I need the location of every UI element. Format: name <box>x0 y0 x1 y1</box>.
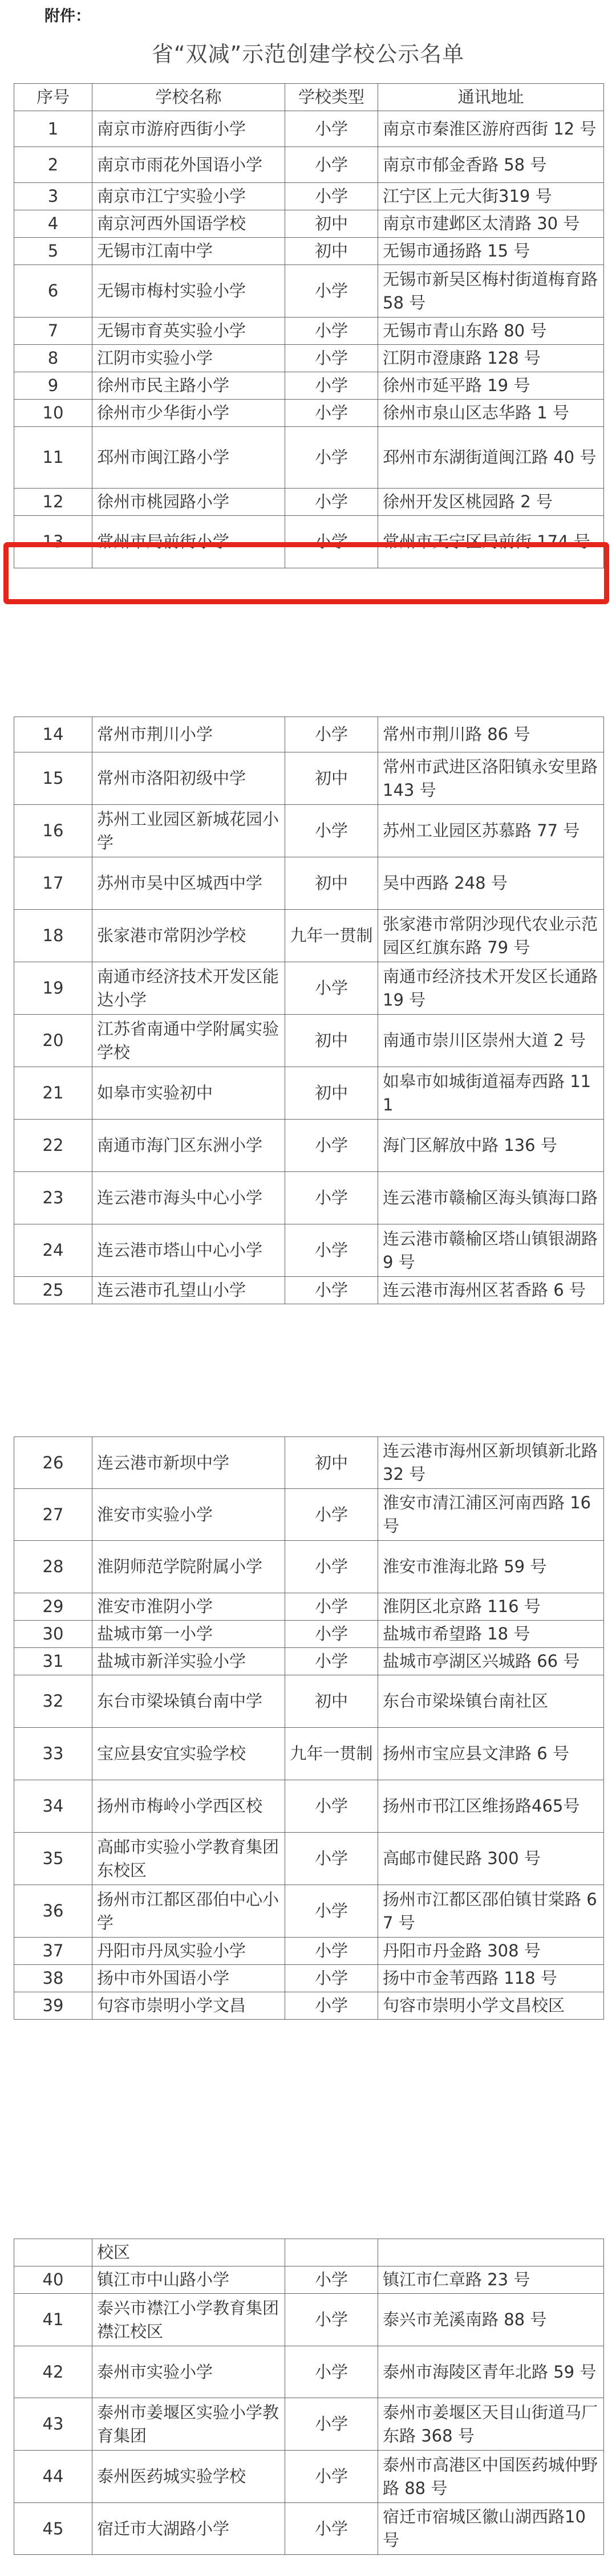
row-address: 丹阳市丹金路 308 号 <box>378 1938 604 1965</box>
row-address: 徐州开发区桃园路 2 号 <box>378 489 604 516</box>
row-address: 徐州市延平路 19 号 <box>378 372 604 400</box>
row-school-type: 小学 <box>285 345 378 372</box>
table-row <box>14 717 604 752</box>
table-row <box>14 752 604 805</box>
row-school-name: 校区 <box>92 2239 285 2266</box>
row-school-type: 小学 <box>285 2398 378 2451</box>
table-row <box>14 1675 604 1728</box>
row-school-name: 邳州市闽江路小学 <box>92 427 285 489</box>
table-row <box>14 489 604 516</box>
row-no: 18 <box>14 910 92 962</box>
row-school-name: 江阴市实验小学 <box>92 345 285 372</box>
school-table-page-4 <box>14 2239 604 2555</box>
row-school-type: 初中 <box>285 238 378 265</box>
row-no: 13 <box>14 516 92 568</box>
table-row <box>14 318 604 345</box>
row-address: 泰州市姜堰区天目山街道马厂东路 368 号 <box>378 2398 604 2451</box>
row-school-type: 初中 <box>285 1437 378 1489</box>
row-school-name: 句容市崇明小学文昌 <box>92 1992 285 2020</box>
row-school-type: 小学 <box>285 183 378 210</box>
row-no: 36 <box>14 1885 92 1938</box>
row-school-name: 无锡市江南中学 <box>92 238 285 265</box>
row-school-name: 南京河西外国语学校 <box>92 210 285 238</box>
header-school-name: 学校名称 <box>92 84 285 111</box>
table-row <box>14 2398 604 2451</box>
table-row <box>14 910 604 962</box>
row-school-type: 小学 <box>285 427 378 489</box>
row-address: 镇江市仁章路 23 号 <box>378 2266 604 2294</box>
row-school-name: 泰州医药城实验学校 <box>92 2451 285 2503</box>
row-no: 3 <box>14 183 92 210</box>
row-address: 南通市经济技术开发区长通路 19 号 <box>378 962 604 1015</box>
row-address: 淮阴区北京路 116 号 <box>378 1593 604 1621</box>
row-school-name: 徐州市少华街小学 <box>92 400 285 427</box>
table-row <box>14 210 604 238</box>
row-school-type: 小学 <box>285 2346 378 2398</box>
row-address: 南京市郁金香路 58 号 <box>378 147 604 183</box>
row-school-type: 小学 <box>285 265 378 318</box>
row-school-name: 常州市荆川小学 <box>92 717 285 752</box>
row-no: 16 <box>14 805 92 857</box>
row-address: 淮安市清江浦区河南西路 16 号 <box>378 1489 604 1541</box>
row-no: 17 <box>14 857 92 910</box>
row-school-type: 小学 <box>285 1780 378 1833</box>
row-school-type: 小学 <box>285 717 378 752</box>
row-school-name: 镇江市中山路小学 <box>92 2266 285 2294</box>
row-no: 39 <box>14 1992 92 2020</box>
row-no: 9 <box>14 372 92 400</box>
row-school-type: 小学 <box>285 1277 378 1304</box>
table-row <box>14 2266 604 2294</box>
row-address: 吴中西路 248 号 <box>378 857 604 910</box>
row-no: 41 <box>14 2294 92 2346</box>
table-row <box>14 183 604 210</box>
row-address: 连云港市赣榆区海头镇海口路 <box>378 1172 604 1224</box>
row-address: 东台市梁垛镇台南社区 <box>378 1675 604 1728</box>
row-no: 20 <box>14 1015 92 1067</box>
table-row <box>14 1541 604 1593</box>
row-no: 22 <box>14 1120 92 1172</box>
row-address: 张家港市常阴沙现代农业示范园区红旗东路 79 号 <box>378 910 604 962</box>
row-no: 31 <box>14 1648 92 1675</box>
row-address: 泰州市海陵区青年北路 59 号 <box>378 2346 604 2398</box>
table-row <box>14 2503 604 2555</box>
row-school-name: 南京市雨花外国语小学 <box>92 147 285 183</box>
row-school-name: 南京市江宁实验小学 <box>92 183 285 210</box>
row-no: 27 <box>14 1489 92 1541</box>
row-no <box>14 2239 92 2266</box>
row-no: 38 <box>14 1965 92 1992</box>
table-row <box>14 1593 604 1621</box>
row-no: 28 <box>14 1541 92 1593</box>
row-address: 扬中市金苇西路 118 号 <box>378 1965 604 1992</box>
row-no: 10 <box>14 400 92 427</box>
table-row <box>14 1015 604 1067</box>
table-row <box>14 857 604 910</box>
row-school-name: 盐城市第一小学 <box>92 1621 285 1648</box>
row-school-name: 张家港市常阴沙学校 <box>92 910 285 962</box>
row-no: 32 <box>14 1675 92 1728</box>
row-school-type: 初中 <box>285 1675 378 1728</box>
row-no: 33 <box>14 1728 92 1780</box>
attachment-label: 附件： <box>44 7 91 25</box>
row-school-type: 小学 <box>285 2451 378 2503</box>
row-school-type: 小学 <box>285 962 378 1015</box>
row-school-type: 小学 <box>285 318 378 345</box>
row-school-type: 初中 <box>285 1015 378 1067</box>
table-row <box>14 805 604 857</box>
row-school-type: 小学 <box>285 1965 378 1992</box>
row-school-name: 连云港市孔望山小学 <box>92 1277 285 1304</box>
row-address: 泰兴市羌溪南路 88 号 <box>378 2294 604 2346</box>
row-no: 26 <box>14 1437 92 1489</box>
row-school-name: 泰州市实验小学 <box>92 2346 285 2398</box>
row-address: 扬州市邗江区维扬路465号 <box>378 1780 604 1833</box>
row-no: 25 <box>14 1277 92 1304</box>
row-no: 4 <box>14 210 92 238</box>
table-row <box>14 1780 604 1833</box>
row-school-name: 苏州工业园区新城花园小学 <box>92 805 285 857</box>
row-school-type: 小学 <box>285 372 378 400</box>
table-row <box>14 427 604 489</box>
table-row <box>14 111 604 147</box>
row-school-name: 宿迁市大湖路小学 <box>92 2503 285 2555</box>
row-address: 无锡市青山东路 80 号 <box>378 318 604 345</box>
table-row <box>14 1833 604 1885</box>
table-row <box>14 1120 604 1172</box>
row-address: 南通市崇川区崇州大道 2 号 <box>378 1015 604 1067</box>
row-school-type: 小学 <box>285 2294 378 2346</box>
row-school-name: 扬州市江都区邵伯中心小学 <box>92 1885 285 1938</box>
row-school-type: 九年一贯制 <box>285 910 378 962</box>
row-school-name: 连云港市新坝中学 <box>92 1437 285 1489</box>
row-no: 12 <box>14 489 92 516</box>
row-address <box>378 2239 604 2266</box>
row-address: 连云港市海州区茗香路 6 号 <box>378 1277 604 1304</box>
row-address: 常州市天宁区局前街 174 号 <box>378 516 604 568</box>
row-no: 30 <box>14 1621 92 1648</box>
row-school-name: 淮阴师范学院附属小学 <box>92 1541 285 1593</box>
row-school-name: 丹阳市丹凤实验小学 <box>92 1938 285 1965</box>
row-school-type: 小学 <box>285 1621 378 1648</box>
row-school-type: 小学 <box>285 1489 378 1541</box>
row-address: 常州市荆川路 86 号 <box>378 717 604 752</box>
row-school-name: 常州市洛阳初级中学 <box>92 752 285 805</box>
header-no: 序号 <box>14 84 92 111</box>
row-school-name: 徐州市桃园路小学 <box>92 489 285 516</box>
row-address: 江阴市澄康路 128 号 <box>378 345 604 372</box>
header-address: 通讯地址 <box>378 84 604 111</box>
highlight-box <box>3 542 609 604</box>
table-row <box>14 372 604 400</box>
row-school-type: 小学 <box>285 1833 378 1885</box>
row-school-type: 小学 <box>285 147 378 183</box>
row-school-type: 小学 <box>285 1593 378 1621</box>
row-no: 5 <box>14 238 92 265</box>
row-no: 23 <box>14 1172 92 1224</box>
row-no: 43 <box>14 2398 92 2451</box>
row-school-type: 初中 <box>285 752 378 805</box>
row-no: 37 <box>14 1938 92 1965</box>
row-address: 无锡市新吴区梅村街道梅育路 58 号 <box>378 265 604 318</box>
row-school-type: 小学 <box>285 2266 378 2294</box>
table-row <box>14 238 604 265</box>
row-no: 42 <box>14 2346 92 2398</box>
row-school-name: 扬州市梅岭小学西区校 <box>92 1780 285 1833</box>
row-school-type: 初中 <box>285 857 378 910</box>
table-row <box>14 1992 604 2020</box>
row-school-name: 扬中市外国语小学 <box>92 1965 285 1992</box>
table-row <box>14 2294 604 2346</box>
row-no: 14 <box>14 717 92 752</box>
table-header <box>14 84 604 111</box>
table-row <box>14 1938 604 1965</box>
table-row <box>14 147 604 183</box>
row-no: 15 <box>14 752 92 805</box>
table-row <box>14 400 604 427</box>
row-address: 盐城市亭湖区兴城路 66 号 <box>378 1648 604 1675</box>
table-row <box>14 345 604 372</box>
table-row <box>14 1621 604 1648</box>
row-school-name: 淮安市实验小学 <box>92 1489 285 1541</box>
row-no: 6 <box>14 265 92 318</box>
row-school-type: 小学 <box>285 1172 378 1224</box>
row-address: 高邮市健民路 300 号 <box>378 1833 604 1885</box>
row-school-name: 淮安市淮阴小学 <box>92 1593 285 1621</box>
row-school-type: 小学 <box>285 489 378 516</box>
row-school-type: 九年一贯制 <box>285 1728 378 1780</box>
row-school-type: 初中 <box>285 1067 378 1120</box>
row-no: 11 <box>14 427 92 489</box>
table-row <box>14 1728 604 1780</box>
table-row <box>14 1224 604 1277</box>
row-address: 淮安市淮海北路 59 号 <box>378 1541 604 1593</box>
row-address: 无锡市通扬路 15 号 <box>378 238 604 265</box>
row-no: 7 <box>14 318 92 345</box>
row-address: 如皋市如城街道福寿西路 111 <box>378 1067 604 1120</box>
row-school-name: 宝应县安宜实验学校 <box>92 1728 285 1780</box>
row-school-name: 江苏省南通中学附属实验学校 <box>92 1015 285 1067</box>
row-address: 江宁区上元大街319 号 <box>378 183 604 210</box>
row-no: 19 <box>14 962 92 1015</box>
row-no: 29 <box>14 1593 92 1621</box>
row-school-name: 苏州市吴中区城西中学 <box>92 857 285 910</box>
row-school-name: 如皋市实验初中 <box>92 1067 285 1120</box>
row-school-name: 南通市海门区东洲小学 <box>92 1120 285 1172</box>
row-address: 盐城市希望路 18 号 <box>378 1621 604 1648</box>
row-address: 连云港市赣榆区塔山镇银湖路 9 号 <box>378 1224 604 1277</box>
row-school-name: 无锡市梅村实验小学 <box>92 265 285 318</box>
row-address: 扬州市江都区邵伯镇甘棠路 67 号 <box>378 1885 604 1938</box>
row-school-name: 南京市游府西街小学 <box>92 111 285 147</box>
row-school-type: 小学 <box>285 1992 378 2020</box>
row-no: 8 <box>14 345 92 372</box>
row-address: 泰州市高港区中国医药城仲野路 88 号 <box>378 2451 604 2503</box>
table-row <box>14 1885 604 1938</box>
row-no: 40 <box>14 2266 92 2294</box>
table-row <box>14 1067 604 1120</box>
document-title: 省“双减”示范创建学校公示名单 <box>151 42 465 67</box>
row-school-name: 徐州市民主路小学 <box>92 372 285 400</box>
school-table-page-2 <box>14 717 604 1304</box>
row-address: 常州市武进区洛阳镇永安里路 143 号 <box>378 752 604 805</box>
row-address: 连云港市海州区新坝镇新北路 32 号 <box>378 1437 604 1489</box>
row-address: 徐州市泉山区志华路 1 号 <box>378 400 604 427</box>
row-school-name: 连云港市塔山中心小学 <box>92 1224 285 1277</box>
row-school-type: 小学 <box>285 516 378 568</box>
row-no: 44 <box>14 2451 92 2503</box>
row-school-type: 小学 <box>285 2503 378 2555</box>
row-school-type: 小学 <box>285 805 378 857</box>
row-address: 句容市崇明小学文昌校区 <box>378 1992 604 2020</box>
table-row <box>14 1965 604 1992</box>
row-school-name: 泰兴市襟江小学教育集团襟江校区 <box>92 2294 285 2346</box>
row-school-type: 初中 <box>285 210 378 238</box>
row-school-type: 小学 <box>285 1224 378 1277</box>
row-no: 24 <box>14 1224 92 1277</box>
row-school-name: 高邮市实验小学教育集团东校区 <box>92 1833 285 1885</box>
row-no: 1 <box>14 111 92 147</box>
row-school-type: 小学 <box>285 1885 378 1938</box>
table-row <box>14 1277 604 1304</box>
header-school-type: 学校类型 <box>285 84 378 111</box>
row-school-type: 小学 <box>285 1120 378 1172</box>
row-school-name: 盐城市新洋实验小学 <box>92 1648 285 1675</box>
row-no: 21 <box>14 1067 92 1120</box>
row-address: 宿迁市宿城区徽山湖西路10 号 <box>378 2503 604 2555</box>
row-address: 邳州市东湖街道闽江路 40 号 <box>378 427 604 489</box>
row-address: 苏州工业园区苏慕路 77 号 <box>378 805 604 857</box>
table-row <box>14 2451 604 2503</box>
row-no: 34 <box>14 1780 92 1833</box>
row-no: 2 <box>14 147 92 183</box>
row-school-type: 小学 <box>285 111 378 147</box>
table-row <box>14 962 604 1015</box>
row-school-name: 南通市经济技术开发区能达小学 <box>92 962 285 1015</box>
row-address: 南京市建邺区太清路 30 号 <box>378 210 604 238</box>
table-row <box>14 1172 604 1224</box>
table-row <box>14 1489 604 1541</box>
table-row <box>14 2346 604 2398</box>
row-address: 扬州市宝应县文津路 6 号 <box>378 1728 604 1780</box>
row-address: 海门区解放中路 136 号 <box>378 1120 604 1172</box>
row-no: 45 <box>14 2503 92 2555</box>
row-address: 南京市秦淮区游府西街 12 号 <box>378 111 604 147</box>
row-school-type <box>285 2239 378 2266</box>
row-school-name: 泰州市姜堰区实验小学教育集团 <box>92 2398 285 2451</box>
row-school-type: 小学 <box>285 400 378 427</box>
row-school-type: 小学 <box>285 1938 378 1965</box>
row-school-name: 东台市梁垛镇台南中学 <box>92 1675 285 1728</box>
row-school-name: 常州市局前街小学 <box>92 516 285 568</box>
row-school-name: 无锡市育英实验小学 <box>92 318 285 345</box>
row-school-name: 连云港市海头中心小学 <box>92 1172 285 1224</box>
row-school-type: 小学 <box>285 1541 378 1593</box>
school-table-page-1 <box>14 83 604 568</box>
table-row <box>14 1437 604 1489</box>
row-school-type: 小学 <box>285 1648 378 1675</box>
row-no: 35 <box>14 1833 92 1885</box>
table-row <box>14 265 604 318</box>
table-row <box>14 1648 604 1675</box>
table-row <box>14 2239 604 2266</box>
school-table-page-3 <box>14 1436 604 2020</box>
